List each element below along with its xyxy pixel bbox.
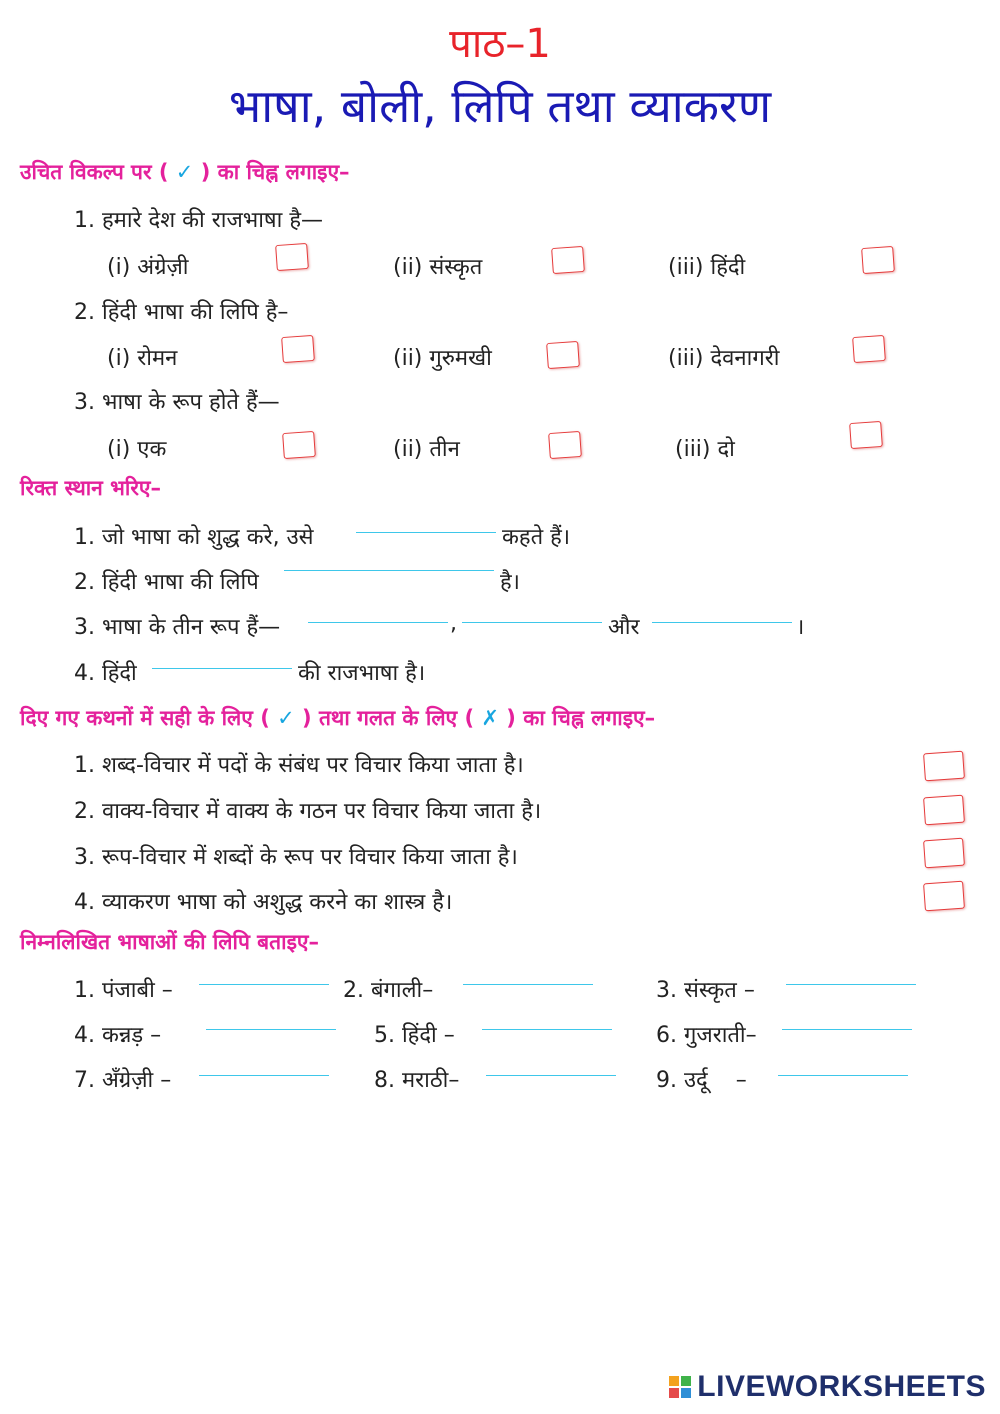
blank-item-3 <box>74 611 280 641</box>
cross-symbol-icon: ✗ <box>474 706 507 730</box>
heading-text: ) का चिह्न लगाइए– <box>506 706 656 730</box>
checkbox[interactable] <box>852 335 886 363</box>
fill-blank-input[interactable] <box>482 1029 612 1030</box>
option-label: (iii) देवनागरी <box>668 346 780 371</box>
item-text: है। <box>500 570 521 595</box>
option-label: (iii) दो <box>675 437 735 462</box>
item-text: जो भाषा को शुद्ध करे, उसे <box>102 525 314 550</box>
checkbox[interactable] <box>281 335 315 363</box>
lesson-number: पाठ–1 <box>449 21 551 67</box>
fill-blank-input[interactable] <box>356 532 496 533</box>
item-number: 2. <box>74 799 95 824</box>
checkbox[interactable] <box>861 246 895 274</box>
question-number: 1. <box>74 208 95 233</box>
item-text: की राजभाषा है। <box>298 661 426 686</box>
section4-heading: निम्नलिखित भाषाओं की लिपि बताइए– <box>20 930 320 954</box>
item-number: 3. <box>74 615 95 640</box>
section2-heading: रिक्त स्थान भरिए– <box>20 476 162 500</box>
question-number: 3. <box>74 390 95 415</box>
item-text: हिंदी भाषा की लिपि <box>102 570 259 595</box>
question-number: 2. <box>74 300 95 325</box>
option-label: (ii) संस्कृत <box>393 255 483 280</box>
item-text: हिंदी <box>102 661 137 686</box>
script-item: 8. मराठी– <box>374 1068 460 1093</box>
item-number: 2. <box>74 570 95 595</box>
option-label: (iii) हिंदी <box>668 255 746 280</box>
item-text: भाषा के तीन रूप हैं— <box>102 615 281 640</box>
check-symbol-icon: ✓ <box>168 160 201 184</box>
heading-text: दिए गए कथनों में सही के लिए ( <box>20 706 270 730</box>
fill-blank-input[interactable] <box>782 1029 912 1030</box>
sentence-end: । <box>796 615 805 640</box>
separator-and: और <box>608 615 640 640</box>
section1-heading <box>20 158 350 186</box>
answer-box[interactable] <box>923 795 965 826</box>
checkbox[interactable] <box>275 243 309 271</box>
liveworksheets-logo <box>669 1370 986 1404</box>
item-number: 4. <box>74 661 95 686</box>
checkbox[interactable] <box>548 431 582 459</box>
option-label: (i) रोमन <box>107 346 178 371</box>
fill-blank-input[interactable] <box>284 570 494 571</box>
heading-text: उचित विकल्प पर ( <box>20 160 169 184</box>
option-label: (ii) तीन <box>393 437 460 462</box>
fill-blank-input[interactable] <box>206 1029 336 1030</box>
section3-heading <box>20 704 655 732</box>
blank-item-2 <box>74 566 259 596</box>
script-item: 4. कन्नड़ – <box>74 1023 162 1048</box>
heading-text: ) तथा गलत के लिए ( <box>302 706 475 730</box>
option-label: (ii) गुरुमखी <box>393 346 492 371</box>
fill-blank-input[interactable] <box>199 984 329 985</box>
question-text: भाषा के रूप होते हैं— <box>102 390 280 415</box>
item-number: 1. <box>74 525 95 550</box>
answer-box[interactable] <box>923 881 965 912</box>
item-text: कहते हैं। <box>502 525 571 550</box>
answer-box[interactable] <box>923 838 965 869</box>
fill-blank-input[interactable] <box>462 622 602 623</box>
lesson-title: भाषा, बोली, लिपि तथा व्याकरण <box>228 79 772 133</box>
item-number: 3. <box>74 845 95 870</box>
statement-1 <box>74 749 524 779</box>
separator-comma: , <box>450 611 457 636</box>
answer-box[interactable] <box>923 751 965 782</box>
check-symbol-icon: ✓ <box>269 706 303 730</box>
fill-blank-input[interactable] <box>152 668 292 669</box>
statement-text: रूप-विचार में शब्दों के रूप पर विचार किया जाता है। <box>102 845 518 870</box>
statement-3 <box>74 841 518 871</box>
fill-blank-input[interactable] <box>463 984 593 985</box>
fill-blank-input[interactable] <box>652 622 792 623</box>
statement-2 <box>74 795 541 825</box>
question-2 <box>74 296 288 326</box>
script-item: 2. बंगाली– <box>343 978 434 1003</box>
script-item: 1. पंजाबी – <box>74 978 173 1003</box>
checkbox[interactable] <box>551 246 585 274</box>
brand-name: LIVEWORKSHEETS <box>697 1370 986 1403</box>
fill-blank-input[interactable] <box>778 1075 908 1076</box>
option-label: (i) अंग्रेज़ी <box>107 255 189 280</box>
script-item: 9. उर्दू – <box>656 1068 747 1093</box>
question-3 <box>74 386 280 416</box>
checkbox[interactable] <box>546 341 580 369</box>
question-text: हिंदी भाषा की लिपि है– <box>102 300 289 325</box>
item-number: 1. <box>74 753 95 778</box>
option-label: (i) एक <box>107 437 167 462</box>
question-text: हमारे देश की राजभाषा है— <box>102 208 324 233</box>
checkbox[interactable] <box>849 421 883 449</box>
script-item: 7. अँग्रेज़ी – <box>74 1068 172 1093</box>
logo-grid-icon <box>669 1376 691 1398</box>
blank-item-4 <box>74 657 137 687</box>
blank-item-1 <box>74 521 314 551</box>
item-number: 4. <box>74 890 95 915</box>
heading-text: ) का चिह्न लगाइए– <box>200 160 350 184</box>
fill-blank-input[interactable] <box>786 984 916 985</box>
statement-text: शब्द-विचार में पदों के संबंध पर विचार किया जाता है। <box>102 753 524 778</box>
checkbox[interactable] <box>282 431 316 459</box>
statement-4 <box>74 886 452 916</box>
fill-blank-input[interactable] <box>199 1075 329 1076</box>
script-item: 6. गुजराती– <box>656 1023 757 1048</box>
statement-text: व्याकरण भाषा को अशुद्ध करने का शास्त्र है। <box>102 890 453 915</box>
question-1 <box>74 204 323 234</box>
statement-text: वाक्य-विचार में वाक्य के गठन पर विचार किया जाता है। <box>102 799 542 824</box>
fill-blank-input[interactable] <box>486 1075 616 1076</box>
script-item: 3. संस्कृत – <box>656 978 755 1003</box>
fill-blank-input[interactable] <box>308 622 448 623</box>
script-item: 5. हिंदी – <box>374 1023 455 1048</box>
